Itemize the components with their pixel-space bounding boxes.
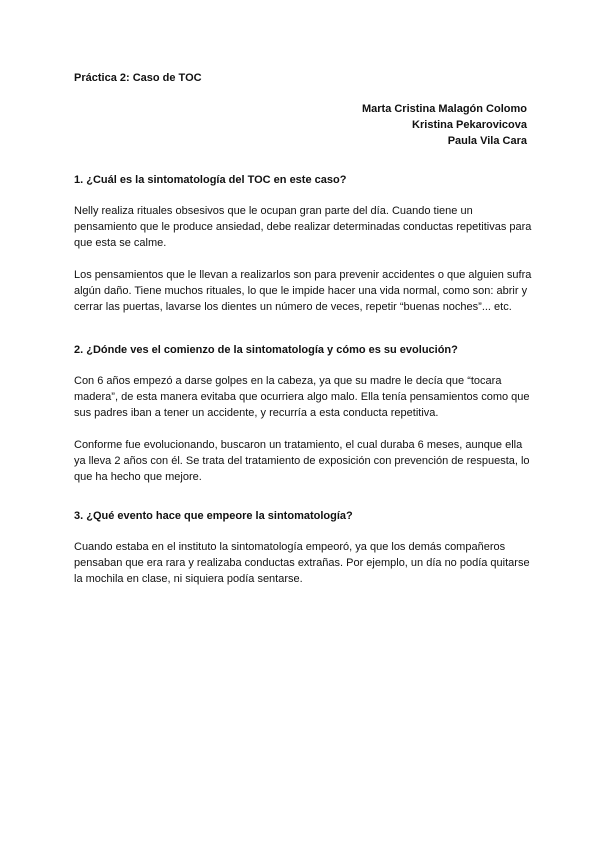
paragraph: Nelly realiza rituales obsesivos que le ocupan gran parte del día. Cuando tiene un pensamiento que le produce ansiedad, debe realizar determinadas conductas repetitivas para que esta se calme. — [74, 205, 532, 249]
section-1 — [74, 172, 534, 331]
author-name: Paula Vila Cara — [447, 135, 527, 147]
section-heading: 1. ¿Cuál es la sintomatología del TOC en este caso? — [74, 174, 347, 186]
author-list — [362, 101, 527, 149]
paragraph: Conforme fue evolucionando, buscaron un tratamiento, el cual duraba 6 meses, aunque ella ya lleva 2 años con él. Se trata del tratamiento de exposición con prevención de respuesta, lo que ha hecho que mejore. — [74, 439, 530, 483]
document-title: Práctica 2: Caso de TOC — [74, 72, 202, 84]
paragraph: Cuando estaba en el instituto la sintomatología empeoró, ya que los demás compañeros pensaban que era rara y realizaba conductas extrañas. Por ejemplo, un día no podía quitarse la mochila en clase, ni siquiera podía sentarse. — [74, 541, 530, 585]
author-name: Kristina Pekarovicova — [412, 119, 527, 131]
section-heading: 3. ¿Qué evento hace que empeore la sintomatología? — [74, 510, 353, 522]
paragraph: Los pensamientos que le llevan a realizarlos son para prevenir accidentes o que alguien sufra algún daño. Tiene muchos rituales, lo que le impide hacer una vida normal, como son: abrir y cerrar las puertas, lavarse los dientes un número de veces, repetir “buenas noches”... etc. — [74, 269, 532, 313]
section-heading: 2. ¿Dónde ves el comienzo de la sintomatología y cómo es su evolución? — [74, 344, 458, 356]
section-2 — [74, 342, 534, 501]
author-name: Marta Cristina Malagón Colomo — [361, 103, 527, 115]
paragraph: Con 6 años empezó a darse golpes en la cabeza, ya que su madre le decía que “tocara madera”, de esta manera evitaba que ocurriera algo malo. Ella tenía pensamientos como que sus padres iban a tener un accidente, y recurría a esta conducta repetitiva. — [74, 375, 530, 419]
section-3 — [74, 508, 534, 603]
